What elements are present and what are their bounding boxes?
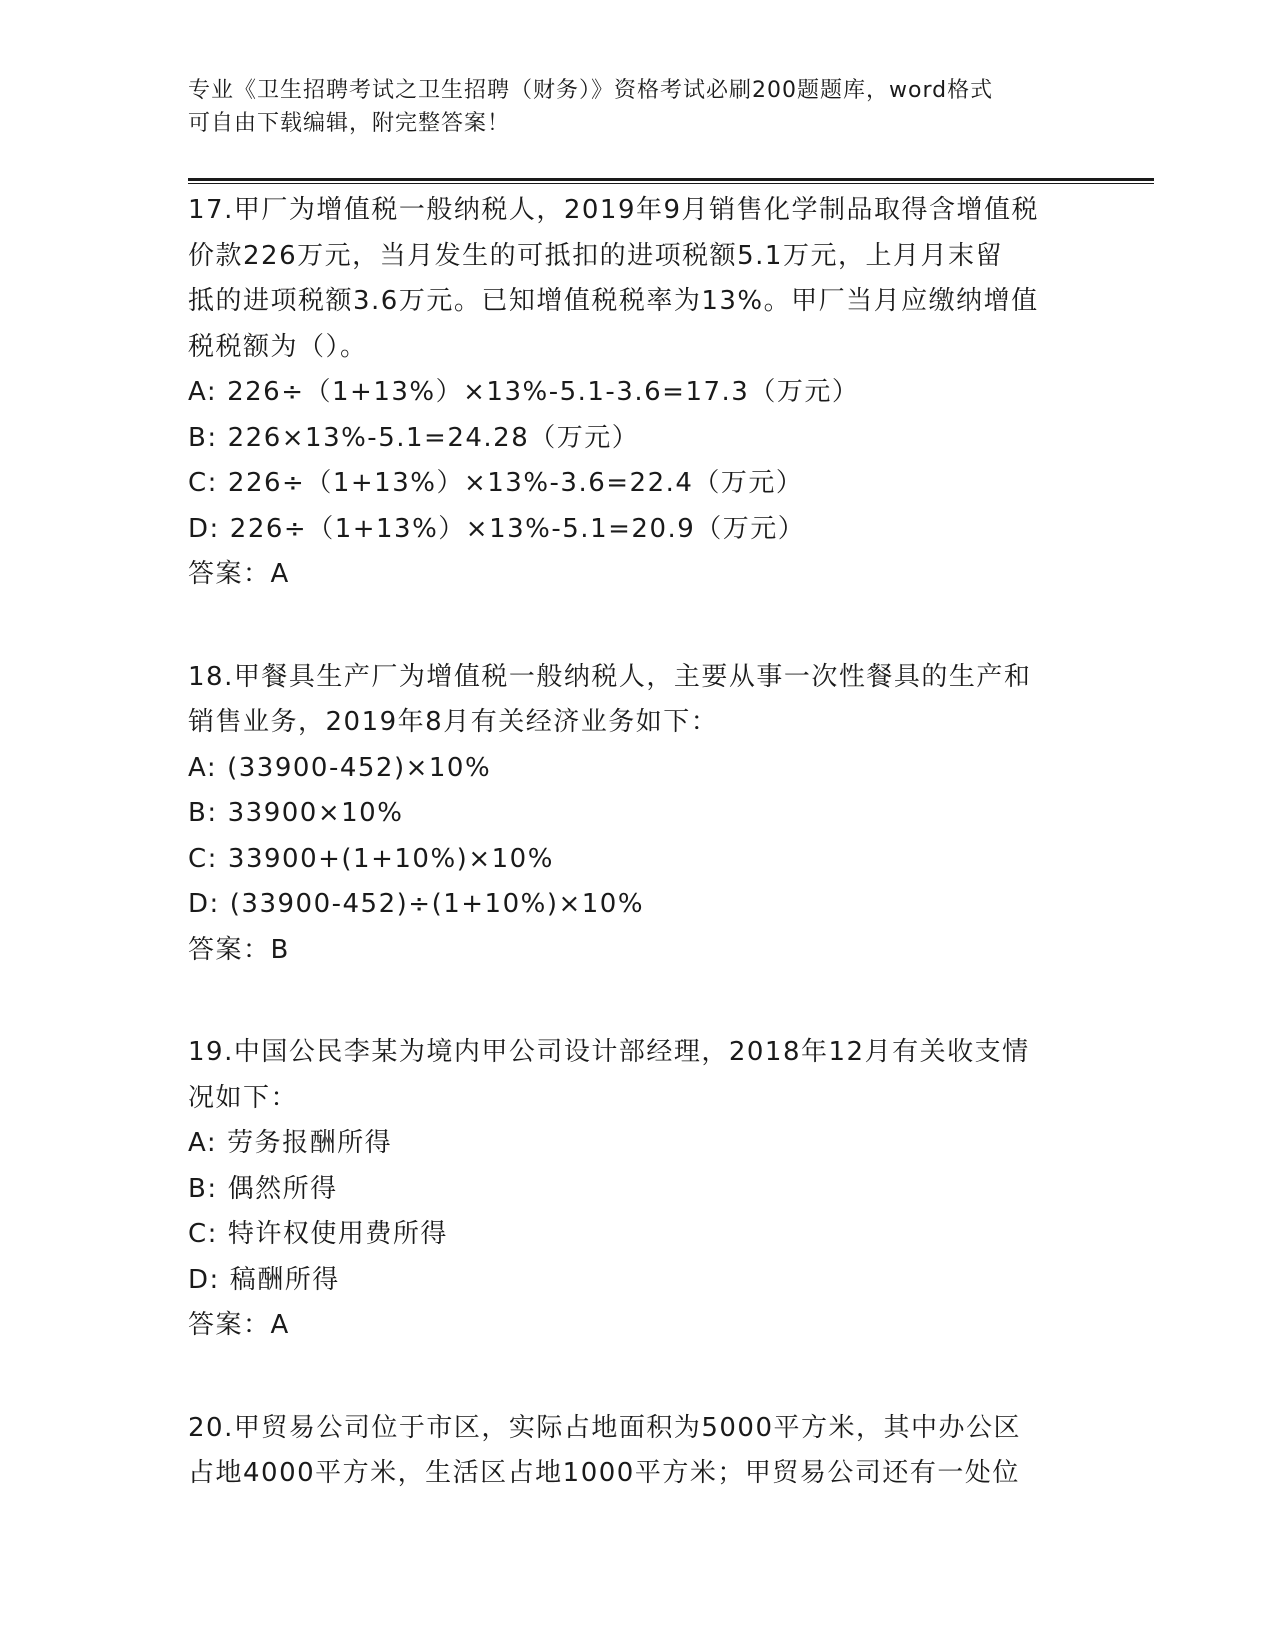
option-letter: D:: [188, 889, 220, 919]
option-letter: A:: [188, 377, 218, 407]
option-b: [188, 791, 1088, 837]
option-text: 劳务报酬所得: [227, 1128, 393, 1158]
question-18: [188, 655, 1088, 974]
option-b: [188, 416, 1088, 462]
question-text-line: 抵的进项税额3.6万元。已知增值税税率为13%。甲厂当月应缴纳增值: [188, 286, 1039, 316]
question-text-line: 况如下：: [188, 1082, 299, 1113]
question-20: [188, 1406, 1088, 1497]
header-divider-thick: [188, 178, 1154, 181]
document-header: [188, 74, 1088, 140]
question-text-line: 19.中国公民李某为境内甲公司设计部经理，2018年12月有关收支情: [188, 1037, 1030, 1067]
header-divider-thin: [188, 183, 1154, 184]
option-c: [188, 837, 1088, 883]
answer-label: 答案：A: [188, 1310, 290, 1340]
option-a: [188, 1121, 1088, 1167]
question-text-line: 价款226万元，当月发生的可抵扣的进项税额5.1万元，上月月末留: [188, 240, 1003, 271]
question-17: [188, 188, 1088, 598]
question-text-line: 占地4000平方米，生活区占地1000平方米；甲贸易公司还有一处位: [188, 1458, 1020, 1488]
header-line-2: 可自由下载编辑，附完整答案！: [188, 111, 511, 136]
option-text: 33900+(1+10%)×10%: [227, 843, 554, 874]
option-letter: D:: [188, 1264, 220, 1295]
answer-label: 答案：A: [188, 559, 290, 589]
answer-label: 答案：B: [188, 934, 290, 965]
option-d: [188, 882, 1088, 928]
option-text: 226÷（1+13%）×13%-5.1=20.9（万元）: [229, 513, 806, 544]
option-text: 偶然所得: [227, 1173, 338, 1204]
question-text-line: 20.甲贸易公司位于市区，实际占地面积为5000平方米，其中办公区: [188, 1412, 1022, 1443]
option-text: 33900×10%: [227, 798, 404, 828]
option-c: [188, 461, 1088, 507]
question-text-line: 18.甲餐具生产厂为增值税一般纳税人，主要从事一次性餐具的生产和: [188, 661, 1032, 692]
option-c: [188, 1212, 1088, 1258]
option-text: (33900-452)÷(1+10%)×10%: [229, 889, 645, 919]
option-text: 226÷（1+13%）×13%-5.1-3.6=17.3（万元）: [227, 377, 860, 407]
option-d: [188, 1258, 1088, 1304]
option-text: 特许权使用费所得: [227, 1219, 448, 1249]
option-letter: A:: [188, 1128, 218, 1158]
option-letter: C:: [188, 843, 218, 874]
option-text: 226×13%-5.1=24.28（万元）: [227, 422, 640, 453]
option-letter: D:: [188, 513, 220, 544]
option-a: [188, 370, 1088, 416]
question-text-line: 销售业务，2019年8月有关经济业务如下：: [188, 707, 719, 737]
option-text: 稿酬所得: [229, 1264, 340, 1295]
option-letter: A:: [188, 752, 218, 783]
option-text: 226÷（1+13%）×13%-3.6=22.4（万元）: [227, 468, 804, 498]
option-letter: B:: [188, 1173, 218, 1204]
option-text: (33900-452)×10%: [227, 752, 492, 783]
question-text-line: 17.甲厂为增值税一般纳税人，2019年9月销售化学制品取得含增值税: [188, 195, 1040, 225]
question-19: [188, 1030, 1088, 1349]
option-a: [188, 746, 1088, 792]
option-letter: B:: [188, 422, 218, 453]
option-letter: C:: [188, 468, 218, 498]
header-line-1: 专业《卫生招聘考试之卫生招聘（财务）》资格考试必刷200题题库，word格式: [188, 78, 994, 103]
option-letter: C:: [188, 1219, 218, 1249]
question-text-line: 税税额为（）。: [188, 331, 368, 362]
question-list: [188, 188, 1088, 1554]
option-letter: B:: [188, 798, 218, 828]
option-b: [188, 1167, 1088, 1213]
option-d: [188, 507, 1088, 553]
